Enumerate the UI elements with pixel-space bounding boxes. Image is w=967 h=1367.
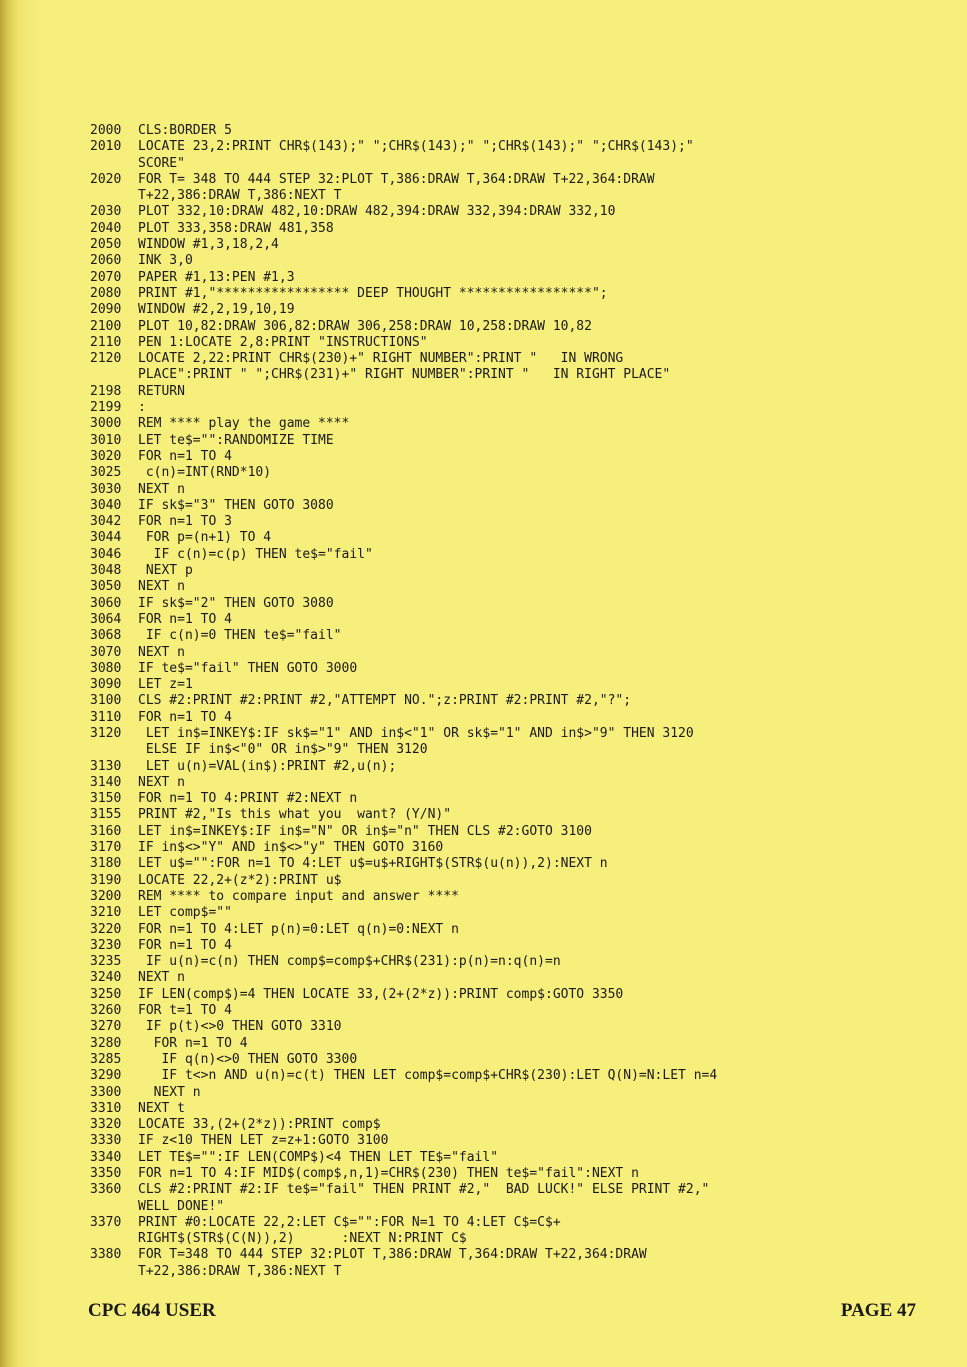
line-number: 3370 <box>90 1214 122 1230</box>
code-text: PEN 1:LOCATE 2,8:PRINT "INSTRUCTIONS" <box>138 334 428 350</box>
code-text: CLS #2:PRINT #2:IF te$="fail" THEN PRINT #2," BAD LUCK!" ELSE PRINT #2," <box>138 1182 710 1198</box>
code-line <box>90 807 910 823</box>
line-number: 2070 <box>90 269 122 285</box>
code-text: IF LEN(comp$)=4 THEN LOCATE 33,(2+(2*z)):PRINT comp$:GOTO 3350 <box>138 986 624 1002</box>
code-line <box>90 286 910 302</box>
basic-listing <box>90 123 910 1280</box>
magazine-title: CPC 464 USER <box>88 1300 216 1321</box>
code-line <box>90 302 910 318</box>
code-text: NEXT p <box>138 563 193 579</box>
line-number: 3330 <box>90 1133 122 1149</box>
line-number: 3170 <box>90 840 122 856</box>
code-line <box>90 645 910 661</box>
code-line <box>90 204 910 220</box>
code-line <box>90 922 910 938</box>
code-line <box>90 1166 910 1182</box>
code-text: PLOT 332,10:DRAW 482,10:DRAW 482,394:DRAW 332,394:DRAW 332,10 <box>138 204 616 220</box>
line-number <box>90 188 138 204</box>
code-line <box>90 1150 910 1166</box>
code-line <box>90 449 910 465</box>
code-line <box>90 1117 910 1133</box>
code-text: FOR n=1 TO 4 <box>138 1035 248 1051</box>
code-line <box>90 139 910 155</box>
code-text: IF in$<>"Y" AND in$<>"y" THEN GOTO 3160 <box>138 840 444 856</box>
code-line <box>90 596 910 612</box>
code-line <box>90 351 910 367</box>
line-number: 3310 <box>90 1100 122 1116</box>
code-line <box>90 384 910 400</box>
code-text: REM **** to compare input and answer **** <box>138 888 459 904</box>
code-line <box>90 840 910 856</box>
code-line <box>90 579 910 595</box>
line-number: 2040 <box>90 220 122 236</box>
code-text: NEXT n <box>138 1084 201 1100</box>
code-line <box>90 1199 910 1215</box>
code-text: INK 3,0 <box>138 253 193 269</box>
code-line <box>90 889 910 905</box>
code-line <box>90 335 910 351</box>
code-line <box>90 612 910 628</box>
line-number <box>90 156 138 172</box>
code-text: LET in$=INKEY$:IF sk$="1" AND in$<"1" OR sk$="1" AND in$>"9" THEN 3120 <box>138 725 694 741</box>
line-number: 3010 <box>90 432 122 448</box>
code-text: FOR n=1 TO 4:IF MID$(comp$,n,1)=CHR$(230) THEN te$="fail":NEXT n <box>138 1166 639 1181</box>
line-number: 3040 <box>90 497 122 513</box>
code-text: LOCATE 23,2:PRINT CHR$(143);" ";CHR$(143);" ";CHR$(143);" ";CHR$(143);" <box>138 139 694 155</box>
code-text: LOCATE 33,(2+(2*z)):PRINT comp$ <box>138 1117 381 1133</box>
line-number: 3050 <box>90 579 122 595</box>
line-number: 3320 <box>90 1117 122 1133</box>
code-line <box>90 563 910 579</box>
code-line <box>90 742 910 758</box>
code-line <box>90 628 910 644</box>
code-text: IF c(n)=0 THEN te$="fail" <box>138 628 342 644</box>
code-line <box>90 775 910 791</box>
line-number: 3130 <box>90 758 122 774</box>
code-text: REM **** play the game **** <box>138 416 350 432</box>
code-text: LET comp$="" <box>138 905 232 921</box>
line-number: 3070 <box>90 644 122 660</box>
page-number: PAGE 47 <box>840 1300 916 1321</box>
code-line <box>90 710 910 726</box>
code-text: NEXT t <box>138 1100 185 1116</box>
code-line <box>90 693 910 709</box>
line-number: 3180 <box>90 856 122 872</box>
code-line <box>90 1215 910 1231</box>
line-number: 3000 <box>90 416 122 432</box>
code-line <box>90 970 910 986</box>
code-line <box>90 759 910 775</box>
line-number: 3380 <box>90 1247 122 1263</box>
code-line <box>90 514 910 530</box>
line-number: 2060 <box>90 253 122 269</box>
code-text: c(n)=INT(RND*10) <box>138 465 272 481</box>
line-number: 3210 <box>90 905 122 921</box>
line-number <box>90 1264 138 1280</box>
code-line <box>90 677 910 693</box>
code-text: PRINT #1,"***************** DEEP THOUGHT *****************"; <box>138 285 608 301</box>
line-number: 3290 <box>90 1068 122 1084</box>
code-line <box>90 1036 910 1052</box>
line-number: 3100 <box>90 693 122 709</box>
code-text: LOCATE 2,22:PRINT CHR$(230)+" RIGHT NUMBER":PRINT " IN WRONG <box>138 351 624 367</box>
code-line <box>90 1101 910 1117</box>
line-number <box>90 742 138 758</box>
line-number: 3350 <box>90 1166 122 1181</box>
code-text: IF c(n)=c(p) THEN te$="fail" <box>138 546 373 562</box>
code-line <box>90 873 910 889</box>
line-number: 3080 <box>90 660 122 676</box>
code-text: FOR n=1 TO 4:PRINT #2:NEXT n <box>138 791 358 807</box>
code-line <box>90 1003 910 1019</box>
code-text: NEXT n <box>138 481 185 497</box>
code-text: NEXT n <box>138 644 185 660</box>
line-number: 2050 <box>90 237 122 253</box>
code-line <box>90 987 910 1003</box>
code-text: IF t<>n AND u(n)=c(t) THEN LET comp$=comp$+CHR$(230):LET Q(N)=N:LET n=4 <box>138 1068 718 1084</box>
line-number: 3235 <box>90 954 122 970</box>
code-text: FOR T=348 TO 444 STEP 32:PLOT T,386:DRAW T,364:DRAW T+22,364:DRAW <box>138 1247 647 1263</box>
code-line <box>90 400 910 416</box>
line-number: 3140 <box>90 774 122 790</box>
line-number: 2000 <box>90 123 122 138</box>
code-line <box>90 253 910 269</box>
code-text: LET TE$="":IF LEN(COMP$)<4 THEN LET TE$="fail" <box>138 1149 499 1165</box>
line-number: 3230 <box>90 937 122 953</box>
code-text: PLACE":PRINT " ";CHR$(231)+" RIGHT NUMBER":PRINT " IN RIGHT PLACE" <box>138 367 671 383</box>
code-text: PAPER #1,13:PEN #1,3 <box>138 269 295 285</box>
line-number: 3060 <box>90 595 122 611</box>
line-number: 3200 <box>90 888 122 904</box>
code-line <box>90 188 910 204</box>
line-number: 2020 <box>90 171 122 187</box>
code-text: : <box>138 400 146 416</box>
code-text: FOR n=1 TO 4 <box>138 611 232 627</box>
code-line <box>90 270 910 286</box>
code-text: CLS #2:PRINT #2:PRINT #2,"ATTEMPT NO.";z:PRINT #2:PRINT #2,"?"; <box>138 693 632 709</box>
line-number: 3110 <box>90 709 122 725</box>
line-number: 3046 <box>90 546 122 562</box>
code-text: T+22,386:DRAW T,386:NEXT T <box>138 1263 342 1279</box>
code-line <box>90 367 910 383</box>
line-number: 3150 <box>90 791 122 807</box>
code-text: FOR n=1 TO 4 <box>138 709 232 725</box>
code-text: RIGHT$(STR$(C(N)),2) :NEXT N:PRINT C$ <box>138 1231 467 1247</box>
code-line <box>90 156 910 172</box>
line-number: 3064 <box>90 611 122 627</box>
code-line <box>90 433 910 449</box>
line-number: 3280 <box>90 1035 122 1051</box>
line-number: 3155 <box>90 807 122 823</box>
code-text: LET te$="":RANDOMIZE TIME <box>138 432 334 448</box>
code-text: LOCATE 22,2+(z*2):PRINT u$ <box>138 872 342 888</box>
code-line <box>90 938 910 954</box>
code-line <box>90 221 910 237</box>
line-number: 2199 <box>90 400 122 416</box>
line-number: 2010 <box>90 139 122 155</box>
code-text: FOR n=1 TO 4:LET p(n)=0:LET q(n)=0:NEXT n <box>138 921 459 937</box>
page-footer <box>88 1300 916 1322</box>
code-text: ELSE IF in$<"0" OR in$>"9" THEN 3120 <box>138 742 428 758</box>
code-text: T+22,386:DRAW T,386:NEXT T <box>138 188 342 204</box>
code-text: PLOT 10,82:DRAW 306,82:DRAW 306,258:DRAW 10,258:DRAW 10,82 <box>138 318 592 334</box>
code-text: FOR n=1 TO 4 <box>138 448 232 464</box>
code-line <box>90 123 910 139</box>
code-line <box>90 1052 910 1068</box>
line-number: 2120 <box>90 351 122 367</box>
code-text: IF p(t)<>0 THEN GOTO 3310 <box>138 1019 342 1035</box>
code-line <box>90 661 910 677</box>
code-text: FOR n=1 TO 4 <box>138 937 232 953</box>
line-number: 3068 <box>90 628 122 644</box>
code-line <box>90 1068 910 1084</box>
code-text: LET z=1 <box>138 677 193 693</box>
line-number <box>90 1231 138 1247</box>
line-number: 2110 <box>90 334 122 350</box>
code-line <box>90 954 910 970</box>
code-text: PRINT #0:LOCATE 22,2:LET C$="":FOR N=1 TO 4:LET C$=C$+ <box>138 1214 561 1230</box>
code-text: SCORE" <box>138 155 185 171</box>
code-line <box>90 905 910 921</box>
code-text: PLOT 333,358:DRAW 481,358 <box>138 220 334 236</box>
line-number: 3160 <box>90 823 122 839</box>
line-number: 3042 <box>90 514 122 530</box>
line-number <box>90 367 138 383</box>
line-number: 3220 <box>90 921 122 937</box>
code-line <box>90 1133 910 1149</box>
code-text: IF sk$="2" THEN GOTO 3080 <box>138 595 334 611</box>
code-text: IF u(n)=c(n) THEN comp$=comp$+CHR$(231):p(n)=n:q(n)=n <box>138 954 561 970</box>
code-line <box>90 172 910 188</box>
line-number: 3240 <box>90 970 122 986</box>
code-line <box>90 1085 910 1101</box>
line-number: 3120 <box>90 725 122 741</box>
code-text: LET u(n)=VAL(in$):PRINT #2,u(n); <box>138 758 397 774</box>
code-text: IF sk$="3" THEN GOTO 3080 <box>138 497 334 513</box>
code-text: LET in$=INKEY$:IF in$="N" OR in$="n" THEN CLS #2:GOTO 3100 <box>138 823 592 839</box>
code-line <box>90 1231 910 1247</box>
line-number: 2100 <box>90 318 122 334</box>
code-text: PRINT #2,"Is this what you want? (Y/N)" <box>138 807 452 823</box>
code-line <box>90 726 910 742</box>
line-number: 3260 <box>90 1003 122 1019</box>
code-text: RETURN <box>138 383 185 399</box>
line-number: 3250 <box>90 986 122 1002</box>
code-line <box>90 1264 910 1280</box>
code-text: LET u$="":FOR n=1 TO 4:LET u$=u$+RIGHT$(STR$(u(n)),2):NEXT n <box>138 856 608 872</box>
line-number: 2198 <box>90 383 122 399</box>
code-text: FOR t=1 TO 4 <box>138 1003 232 1019</box>
code-line <box>90 1019 910 1035</box>
code-text: WINDOW #2,2,19,10,19 <box>138 302 295 318</box>
code-line <box>90 237 910 253</box>
code-text: CLS:BORDER 5 <box>138 123 232 138</box>
code-line <box>90 465 910 481</box>
code-text: NEXT n <box>138 774 185 790</box>
line-number: 3190 <box>90 872 122 888</box>
code-text: IF z<10 THEN LET z=z+1:GOTO 3100 <box>138 1133 389 1149</box>
code-text: IF te$="fail" THEN GOTO 3000 <box>138 660 358 676</box>
line-number: 3030 <box>90 481 122 497</box>
code-text: FOR T= 348 TO 444 STEP 32:PLOT T,386:DRAW T,364:DRAW T+22,364:DRAW <box>138 171 655 187</box>
line-number: 3340 <box>90 1149 122 1165</box>
code-line <box>90 530 910 546</box>
line-number: 3020 <box>90 448 122 464</box>
line-number: 3300 <box>90 1084 122 1100</box>
line-number <box>90 1199 138 1215</box>
code-text: NEXT n <box>138 579 185 595</box>
line-number: 3025 <box>90 465 122 481</box>
code-text: FOR p=(n+1) TO 4 <box>138 530 272 546</box>
code-line <box>90 498 910 514</box>
line-number: 3360 <box>90 1182 122 1198</box>
code-line <box>90 791 910 807</box>
line-number: 3048 <box>90 563 122 579</box>
line-number: 2090 <box>90 302 122 318</box>
code-line <box>90 824 910 840</box>
line-number: 2030 <box>90 204 122 220</box>
line-number: 3044 <box>90 530 122 546</box>
code-text: IF q(n)<>0 THEN GOTO 3300 <box>138 1051 358 1067</box>
code-line <box>90 416 910 432</box>
line-number: 3090 <box>90 677 122 693</box>
line-number: 2080 <box>90 285 122 301</box>
code-text: WINDOW #1,3,18,2,4 <box>138 237 279 253</box>
code-line <box>90 1247 910 1263</box>
line-number: 3270 <box>90 1019 122 1035</box>
code-line <box>90 547 910 563</box>
code-line <box>90 1182 910 1198</box>
code-text: FOR n=1 TO 3 <box>138 514 232 530</box>
code-line <box>90 856 910 872</box>
line-number: 3285 <box>90 1051 122 1067</box>
code-text: WELL DONE!" <box>138 1198 225 1214</box>
code-line <box>90 482 910 498</box>
code-text: NEXT n <box>138 970 185 986</box>
code-line <box>90 319 910 335</box>
